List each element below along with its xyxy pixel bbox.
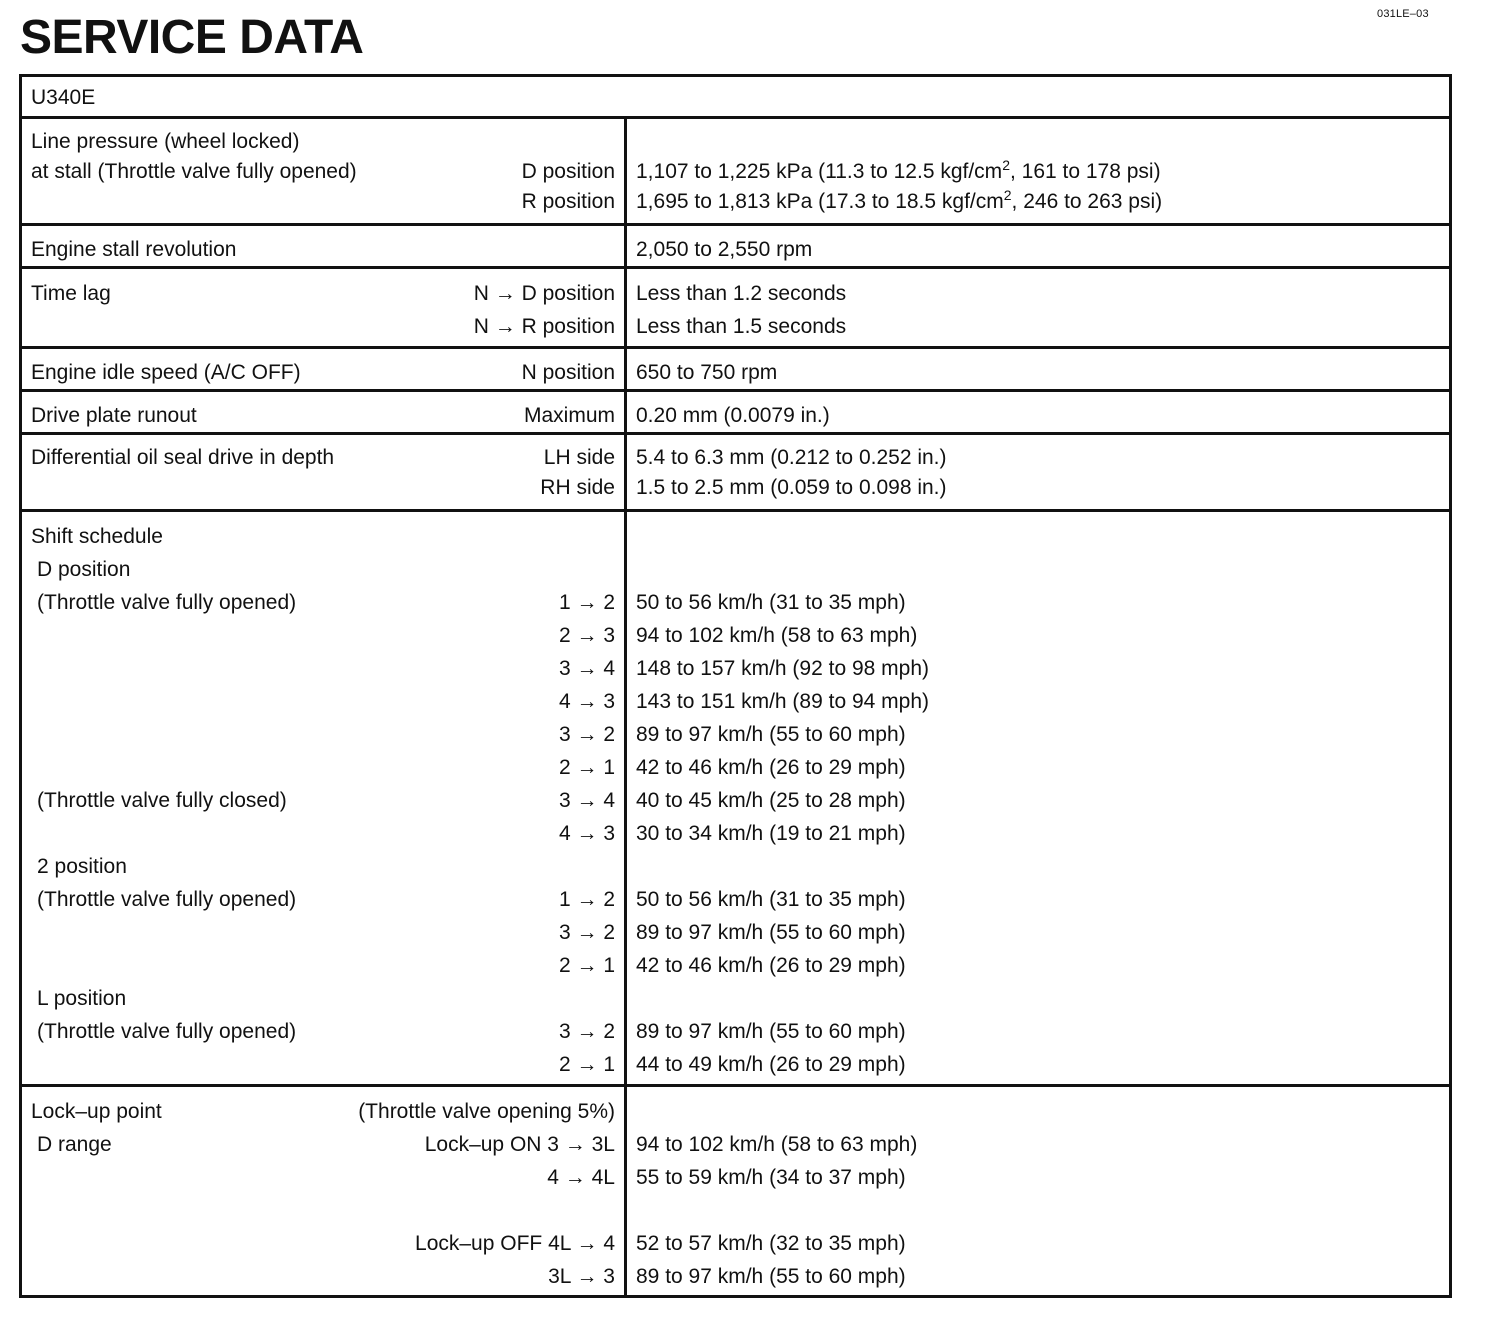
spec-label bbox=[22, 916, 37, 949]
spec-condition: 1 → 2 bbox=[558, 888, 615, 911]
table-row-value bbox=[627, 1128, 1449, 1161]
table-row-value bbox=[627, 718, 1449, 751]
spec-label bbox=[22, 685, 37, 718]
spec-condition: 1 → 2 bbox=[558, 591, 615, 614]
spec-value: Less than 1.2 seconds bbox=[636, 282, 847, 305]
spec-label: Shift schedule bbox=[31, 525, 163, 548]
spec-value bbox=[627, 553, 636, 586]
spec-value bbox=[627, 1194, 636, 1227]
spec-label: 2 position bbox=[37, 855, 127, 878]
spec-condition: 2 → 3 bbox=[558, 624, 615, 647]
spec-value-column bbox=[627, 119, 1449, 223]
table-row-label bbox=[22, 817, 624, 850]
spec-value: 89 to 97 km/h (55 to 60 mph) bbox=[636, 1265, 906, 1288]
table-row-value bbox=[627, 916, 1449, 949]
section-lockup-point bbox=[22, 1087, 1449, 1295]
spec-condition: N position bbox=[521, 361, 615, 384]
table-row-value bbox=[627, 553, 1449, 586]
spec-value: 650 to 750 rpm bbox=[636, 361, 778, 384]
table-row-value bbox=[627, 1015, 1449, 1048]
spec-condition: N → R position bbox=[473, 315, 615, 338]
spec-value: 50 to 56 km/h (31 to 35 mph) bbox=[636, 591, 906, 614]
table-row-label bbox=[22, 883, 624, 916]
section-time-lag bbox=[22, 269, 1449, 349]
spec-condition: 3 → 2 bbox=[558, 921, 615, 944]
spec-value: 55 to 59 km/h (34 to 37 mph) bbox=[636, 1166, 906, 1189]
spec-value: 89 to 97 km/h (55 to 60 mph) bbox=[636, 921, 906, 944]
spec-label bbox=[22, 817, 37, 850]
spec-value: 0.20 mm (0.0079 in.) bbox=[636, 404, 830, 427]
spec-condition: 4 → 3 bbox=[558, 822, 615, 845]
spec-condition: 3 → 4 bbox=[558, 657, 615, 680]
spec-condition: 4 → 4L bbox=[547, 1166, 615, 1189]
table-row-label bbox=[22, 1194, 624, 1227]
table-row-value bbox=[627, 850, 1449, 883]
spec-value: 30 to 34 km/h (19 to 21 mph) bbox=[636, 822, 906, 845]
spec-label: Drive plate runout bbox=[31, 404, 197, 427]
table-row-label bbox=[22, 751, 624, 784]
spec-condition: 2 → 1 bbox=[558, 1053, 615, 1076]
spec-value bbox=[627, 1095, 636, 1128]
table-row-value bbox=[627, 619, 1449, 652]
table-row-value bbox=[627, 883, 1449, 916]
spec-value: 1,695 to 1,813 kPa (17.3 to 18.5 kgf/$cm^2$, 246 to 263 psi) bbox=[636, 187, 1163, 213]
spec-value: Less than 1.5 seconds bbox=[636, 315, 847, 338]
spec-label: (Throttle valve fully opened) bbox=[37, 888, 297, 911]
spec-label bbox=[22, 1194, 37, 1227]
spec-condition: D position bbox=[521, 160, 615, 183]
spec-label: D position bbox=[37, 558, 131, 581]
table-row-value bbox=[627, 1260, 1449, 1293]
table-row-label bbox=[22, 1095, 624, 1128]
spec-condition bbox=[615, 553, 624, 586]
spec-value: 52 to 57 km/h (32 to 35 mph) bbox=[636, 1232, 906, 1255]
spec-value: 44 to 49 km/h (26 to 29 mph) bbox=[636, 1053, 906, 1076]
table-row-label bbox=[22, 586, 624, 619]
spec-value: 42 to 46 km/h (26 to 29 mph) bbox=[636, 756, 906, 779]
spec-condition: 4 → 3 bbox=[558, 690, 615, 713]
table-row-value bbox=[627, 784, 1449, 817]
table-row-label bbox=[22, 916, 624, 949]
spec-label bbox=[22, 1260, 37, 1293]
spec-condition: Lock–up ON 3 → 3L bbox=[424, 1133, 615, 1156]
spec-label: at stall (Throttle valve fully opened) bbox=[31, 160, 357, 183]
spec-value: 5.4 to 6.3 mm (0.212 to 0.252 in.) bbox=[636, 446, 947, 469]
table-row-label bbox=[22, 652, 624, 685]
section-shift-schedule bbox=[22, 512, 1449, 1087]
spec-label: Engine idle speed (A/C OFF) bbox=[31, 361, 301, 384]
table-row-label bbox=[22, 784, 624, 817]
spec-label: Line pressure (wheel locked) bbox=[31, 130, 300, 153]
model-header: U340E bbox=[22, 77, 1449, 119]
table-row-label bbox=[22, 1161, 624, 1194]
spec-value: 94 to 102 km/h (58 to 63 mph) bbox=[636, 1133, 918, 1156]
table-row-value bbox=[627, 751, 1449, 784]
table-row-value bbox=[627, 586, 1449, 619]
spec-label: (Throttle valve fully opened) bbox=[37, 591, 297, 614]
spec-label: D range bbox=[37, 1133, 112, 1156]
spec-condition: Lock–up OFF 4L → 4 bbox=[415, 1232, 615, 1255]
table-row-value bbox=[627, 1161, 1449, 1194]
spec-value: 1,107 to 1,225 kPa (11.3 to 12.5 kgf/$cm^2$, 161 to 178 psi) bbox=[636, 157, 1161, 183]
spec-label bbox=[22, 751, 37, 784]
spec-value: 40 to 45 km/h (25 to 28 mph) bbox=[636, 789, 906, 812]
spec-label: (Throttle valve fully closed) bbox=[37, 789, 287, 812]
table-row-value bbox=[627, 520, 1449, 553]
spec-label bbox=[22, 949, 37, 982]
spec-condition: 3L → 3 bbox=[548, 1265, 615, 1288]
table-row-label bbox=[22, 850, 624, 883]
spec-condition: Maximum bbox=[523, 404, 615, 427]
spec-value: 50 to 56 km/h (31 to 35 mph) bbox=[636, 888, 906, 911]
table-row-value bbox=[627, 1194, 1449, 1227]
spec-label bbox=[22, 1227, 37, 1260]
spec-condition: 3 → 2 bbox=[558, 1020, 615, 1043]
spec-value bbox=[627, 850, 636, 883]
table-row-label bbox=[22, 1260, 624, 1293]
spec-label bbox=[22, 619, 37, 652]
table-row-value bbox=[627, 1227, 1449, 1260]
table-row-label bbox=[22, 1128, 624, 1161]
spec-condition bbox=[615, 1194, 624, 1227]
table-row-label bbox=[22, 718, 624, 751]
table-row-label bbox=[22, 949, 624, 982]
spec-condition: R position bbox=[521, 190, 615, 213]
table-row-value bbox=[627, 1095, 1449, 1128]
document-code: 031LE–03 bbox=[1377, 8, 1429, 20]
spec-condition bbox=[615, 982, 624, 1015]
table-row-label bbox=[22, 1227, 624, 1260]
spec-label bbox=[22, 1161, 37, 1194]
section-engine-stall bbox=[22, 226, 1449, 269]
spec-label: (Throttle valve fully opened) bbox=[37, 1020, 297, 1043]
section-diff-oil-seal bbox=[22, 435, 1449, 512]
spec-condition: (Throttle valve opening 5%) bbox=[358, 1100, 615, 1123]
spec-value: 89 to 97 km/h (55 to 60 mph) bbox=[636, 1020, 906, 1043]
table-row-label bbox=[22, 982, 624, 1015]
spec-value: 143 to 151 km/h (89 to 94 mph) bbox=[636, 690, 930, 713]
table-row-value bbox=[627, 982, 1449, 1015]
spec-condition: 2 → 1 bbox=[558, 756, 615, 779]
spec-condition bbox=[615, 520, 624, 553]
spec-value: 1.5 to 2.5 mm (0.059 to 0.098 in.) bbox=[636, 476, 947, 499]
spec-value: 42 to 46 km/h (26 to 29 mph) bbox=[636, 954, 906, 977]
spec-value: 2,050 to 2,550 rpm bbox=[636, 238, 813, 261]
spec-value: 148 to 157 km/h (92 to 98 mph) bbox=[636, 657, 930, 680]
spec-label: Lock–up point bbox=[31, 1100, 162, 1123]
table-row-value bbox=[627, 817, 1449, 850]
service-data-table bbox=[19, 74, 1452, 1298]
table-row-value bbox=[627, 652, 1449, 685]
spec-condition: LH side bbox=[543, 446, 615, 469]
spec-condition: N → D position bbox=[473, 282, 615, 305]
table-row-label bbox=[22, 520, 624, 553]
section-drive-plate bbox=[22, 392, 1449, 435]
spec-label: L position bbox=[37, 987, 127, 1010]
section-idle-speed bbox=[22, 349, 1449, 392]
spec-label bbox=[22, 652, 37, 685]
spec-condition: 2 → 1 bbox=[558, 954, 615, 977]
spec-value bbox=[627, 982, 636, 1015]
table-row-value bbox=[627, 949, 1449, 982]
spec-condition: 3 → 4 bbox=[558, 789, 615, 812]
table-row-label bbox=[22, 685, 624, 718]
spec-value: 89 to 97 km/h (55 to 60 mph) bbox=[636, 723, 906, 746]
spec-condition bbox=[615, 850, 624, 883]
spec-label: Engine stall revolution bbox=[31, 238, 237, 261]
section-line-pressure bbox=[22, 119, 1449, 226]
spec-condition: 3 → 2 bbox=[558, 723, 615, 746]
table-row-label bbox=[22, 553, 624, 586]
page-title: SERVICE DATA bbox=[20, 11, 364, 64]
table-row-label bbox=[22, 1015, 624, 1048]
spec-label bbox=[22, 1048, 37, 1081]
table-row-value bbox=[627, 1048, 1449, 1081]
spec-value: 94 to 102 km/h (58 to 63 mph) bbox=[636, 624, 918, 647]
table-row-label bbox=[22, 619, 624, 652]
table-row-value bbox=[627, 685, 1449, 718]
spec-label: Differential oil seal drive in depth bbox=[31, 446, 335, 469]
spec-label-column bbox=[22, 119, 627, 223]
spec-label: Time lag bbox=[31, 282, 111, 305]
table-row-label bbox=[22, 1048, 624, 1081]
spec-value bbox=[627, 520, 636, 553]
spec-label bbox=[22, 718, 37, 751]
spec-condition: RH side bbox=[540, 476, 615, 499]
